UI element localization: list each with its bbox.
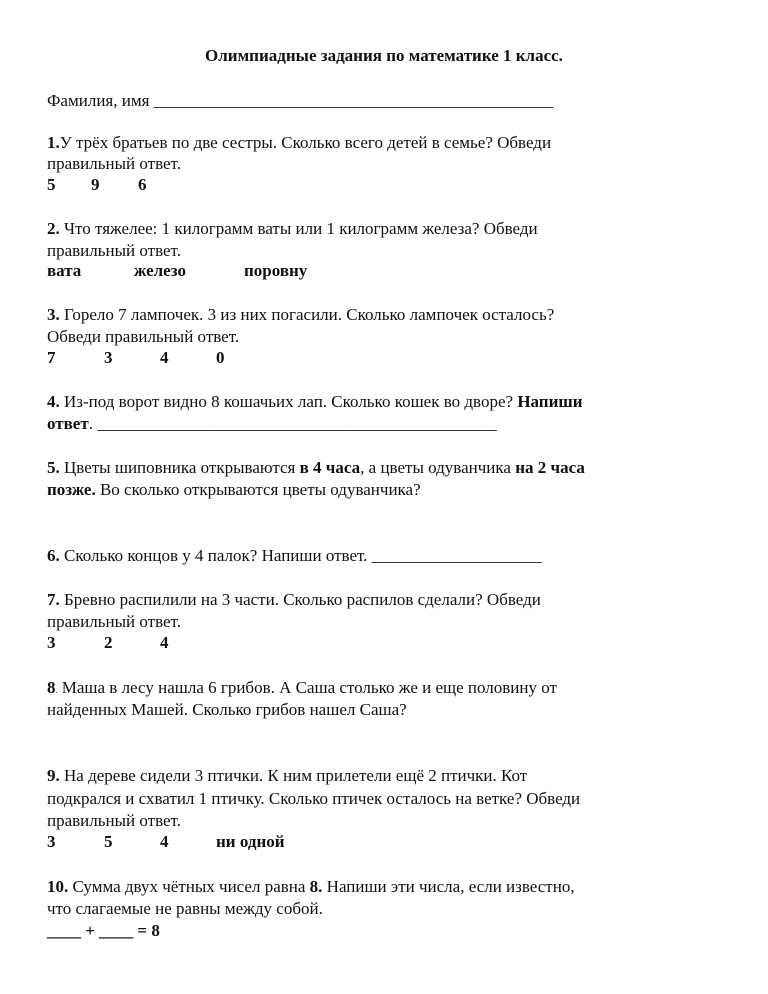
- q6-text: Сколько концов у 4 палок? Напиши ответ. ____________________: [59, 546, 542, 565]
- q10-text: Сумма двух чётных чисел равна: [68, 877, 310, 896]
- q5-bold-text: на 2 часа: [515, 458, 585, 477]
- q9-answer: 3: [47, 832, 56, 851]
- q7-number: 7.: [47, 590, 60, 609]
- q4-bold-text: ответ: [47, 414, 89, 433]
- q3-answer: 7: [47, 348, 56, 367]
- name-blank: _______________________________________________: [153, 91, 554, 110]
- q3-line1: [47, 304, 554, 325]
- q4-number: 4.: [47, 392, 60, 411]
- q5-text: , а цветы одуванчика: [360, 458, 516, 477]
- q7-line1: [47, 589, 541, 610]
- q5-bold-text: позже.: [47, 480, 96, 499]
- q8-text: Маша в лесу нашла 6 грибов. А Саша столько же и еще половину от: [57, 678, 557, 697]
- q5-bold-text: в 4 часа: [299, 458, 361, 477]
- q3-answer: 3: [104, 348, 113, 367]
- q9-line2: подкрался и схватил 1 птичку. Сколько птичек осталось на ветке? Обведи: [47, 789, 581, 808]
- q7-answer: 3: [47, 633, 56, 652]
- q6-line1: [47, 545, 542, 566]
- q9-answer: ни одной: [216, 832, 285, 851]
- q10-text: Напиши эти числа, если известно,: [322, 877, 575, 896]
- q2-text: Что тяжелее: 1 килограмм ваты или 1 килограмм железа? Обведи: [59, 219, 538, 238]
- q10-number: 10.: [47, 877, 69, 896]
- q7-answer: 4: [160, 633, 169, 652]
- q6-number: 6.: [47, 546, 60, 565]
- q3-text: Горело 7 лампочек. 3 из них погасили. Сколько лампочек осталось?: [59, 305, 555, 324]
- q5-line1: [47, 457, 585, 478]
- q1-answer: 5: [47, 175, 56, 194]
- name-line: [47, 90, 553, 111]
- q10-line2: что слагаемые не равны между собой.: [47, 899, 323, 918]
- q4-bold-text: Напиши: [517, 392, 583, 411]
- q4-answer-blank: . _______________________________________________: [88, 414, 497, 433]
- q1-text: У трёх братьев по две сестры. Сколько всего детей в семье? Обведи: [59, 133, 552, 152]
- q10-equation: ____ + ____ = 8: [47, 921, 160, 940]
- q1-answer: 9: [91, 175, 100, 194]
- q7-line2: правильный ответ.: [47, 612, 181, 631]
- q2-answer: вата: [47, 261, 82, 280]
- q9-line1: [47, 765, 527, 786]
- q8-line2: найденных Машей. Сколько грибов нашел Саша?: [47, 700, 407, 719]
- q2-answer: поровну: [244, 261, 308, 280]
- q2-answer: железо: [134, 261, 186, 280]
- q2-line1: [47, 218, 538, 239]
- q1-answer: 6: [138, 175, 147, 194]
- name-label: Фамилия, имя: [47, 91, 150, 110]
- q8-dot: .: [55, 686, 58, 695]
- q1-line2: правильный ответ.: [47, 154, 181, 173]
- q4-line2: [47, 413, 497, 434]
- q5-text: Во сколько открываются цветы одуванчика?: [95, 480, 421, 499]
- q10-bold-text: 8.: [309, 877, 323, 896]
- q9-line3: правильный ответ.: [47, 811, 181, 830]
- q4-line1: [47, 391, 583, 412]
- q5-number: 5.: [47, 458, 60, 477]
- q8-number: 8: [47, 678, 56, 697]
- q7-text: Бревно распилили на 3 части. Сколько распилов сделали? Обведи: [59, 590, 541, 609]
- q1-line1: [47, 132, 551, 153]
- q2-line2: правильный ответ.: [47, 241, 181, 260]
- q5-line2: [47, 479, 421, 500]
- q1-number: 1.: [47, 133, 60, 152]
- q5-text: Цветы шиповника открываются: [59, 458, 300, 477]
- q10-line1: [47, 876, 575, 897]
- q8-line1: [47, 677, 557, 701]
- q9-answer: 5: [104, 832, 113, 851]
- q7-answer: 2: [104, 633, 113, 652]
- q2-number: 2.: [47, 219, 60, 238]
- q3-answer: 0: [216, 348, 225, 367]
- q9-number: 9.: [47, 766, 60, 785]
- page-title: Олимпиадные задания по математике 1 класс.: [205, 46, 563, 65]
- q3-answer: 4: [160, 348, 169, 367]
- q9-text: На дереве сидели 3 птички. К ним прилетели ещё 2 птички. Кот: [59, 766, 528, 785]
- q4-text: Из-под ворот видно 8 кошачьих лап. Сколько кошек во дворе?: [59, 392, 518, 411]
- q3-number: 3.: [47, 305, 60, 324]
- q3-line2: Обведи правильный ответ.: [47, 327, 240, 346]
- q9-answer: 4: [160, 832, 169, 851]
